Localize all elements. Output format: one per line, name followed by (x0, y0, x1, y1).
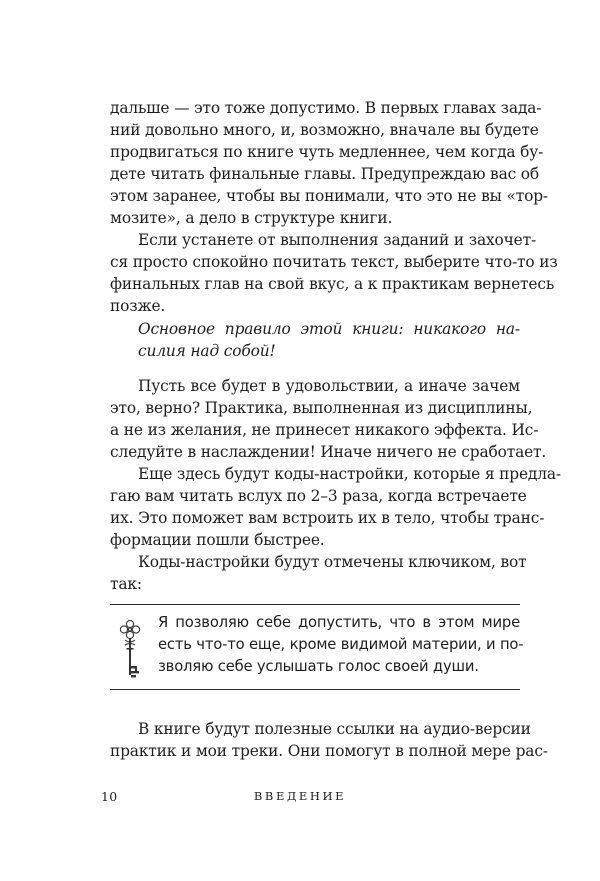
text-line: дете читать финальные главы. Предупреждаю вас об (110, 165, 540, 183)
page-number: 10 (101, 789, 118, 804)
text-line: В книге будут полезные ссылки на аудио-версии (138, 720, 531, 738)
text-line: силия над собой! (138, 342, 276, 360)
key-icon (114, 618, 146, 682)
code-box-top-rule (110, 604, 520, 605)
text-line: этом заранее, чтобы вы понимали, что это не вы «тор- (110, 187, 548, 205)
text-line: зволяю себе услышать голос своей души. (158, 658, 479, 675)
code-setting-text (158, 612, 524, 678)
text-line: дальше — это тоже допустимо. В первых главах зада- (110, 99, 542, 117)
text-line: позже. (110, 297, 166, 315)
text-line: мозите», а дело в структуре книги. (110, 209, 393, 227)
text-line: ний довольно много, и, возможно, вначале вы будете (110, 121, 539, 139)
paragraph-5 (110, 551, 527, 595)
paragraph-6 (110, 718, 548, 762)
text-line: есть что-то еще, кроме видимой материи, и по- (158, 636, 524, 653)
text-line: практик и мои треки. Они помогут в полной мере рас- (110, 742, 548, 760)
text-line: так: (110, 575, 142, 593)
text-line: это, верно? Практика, выполненная из дисциплины, (110, 399, 533, 417)
paragraph-3 (110, 375, 547, 463)
text-line: Если устанете от выполнения заданий и захочет- (138, 231, 537, 249)
text-line: финальных глав на свой вкус, а к практикам вернетесь (110, 275, 555, 293)
paragraph-4 (110, 463, 561, 551)
text-line: гаю вам читать вслух по 2–3 раза, когда встречаете (110, 487, 527, 505)
text-line: Еще здесь будут коды-настройки, которые я предла- (138, 465, 561, 483)
text-line: следуйте в наслаждении! Иначе ничего не сработает. (110, 443, 547, 461)
text-line: Основное правило этой книги: никакого на- (138, 320, 520, 338)
paragraph-2 (110, 229, 558, 317)
paragraph-1 (110, 97, 548, 229)
text-line: продвигаться по книге чуть медленнее, чем когда бу- (110, 143, 544, 161)
text-line: их. Это поможет вам встроить их в тело, чтобы транс- (110, 509, 545, 527)
text-line: Пусть все будет в удовольствии, а иначе зачем (138, 377, 520, 395)
text-line: ся просто спокойно почитать текст, выберите что-то из (110, 253, 558, 271)
text-line: формации пошли быстрее. (110, 531, 325, 549)
text-line: а не из желания, не принесет никакого эффекта. Ис- (110, 421, 539, 439)
running-footer-title: ВВЕДЕНИЕ (253, 789, 347, 803)
main-rule-statement (110, 318, 520, 362)
text-line: Я позволяю себе допустить, что в этом мире (158, 614, 520, 631)
code-box-bottom-rule (110, 689, 520, 690)
text-line: Коды-настройки будут отмечены ключиком, вот (138, 553, 527, 571)
